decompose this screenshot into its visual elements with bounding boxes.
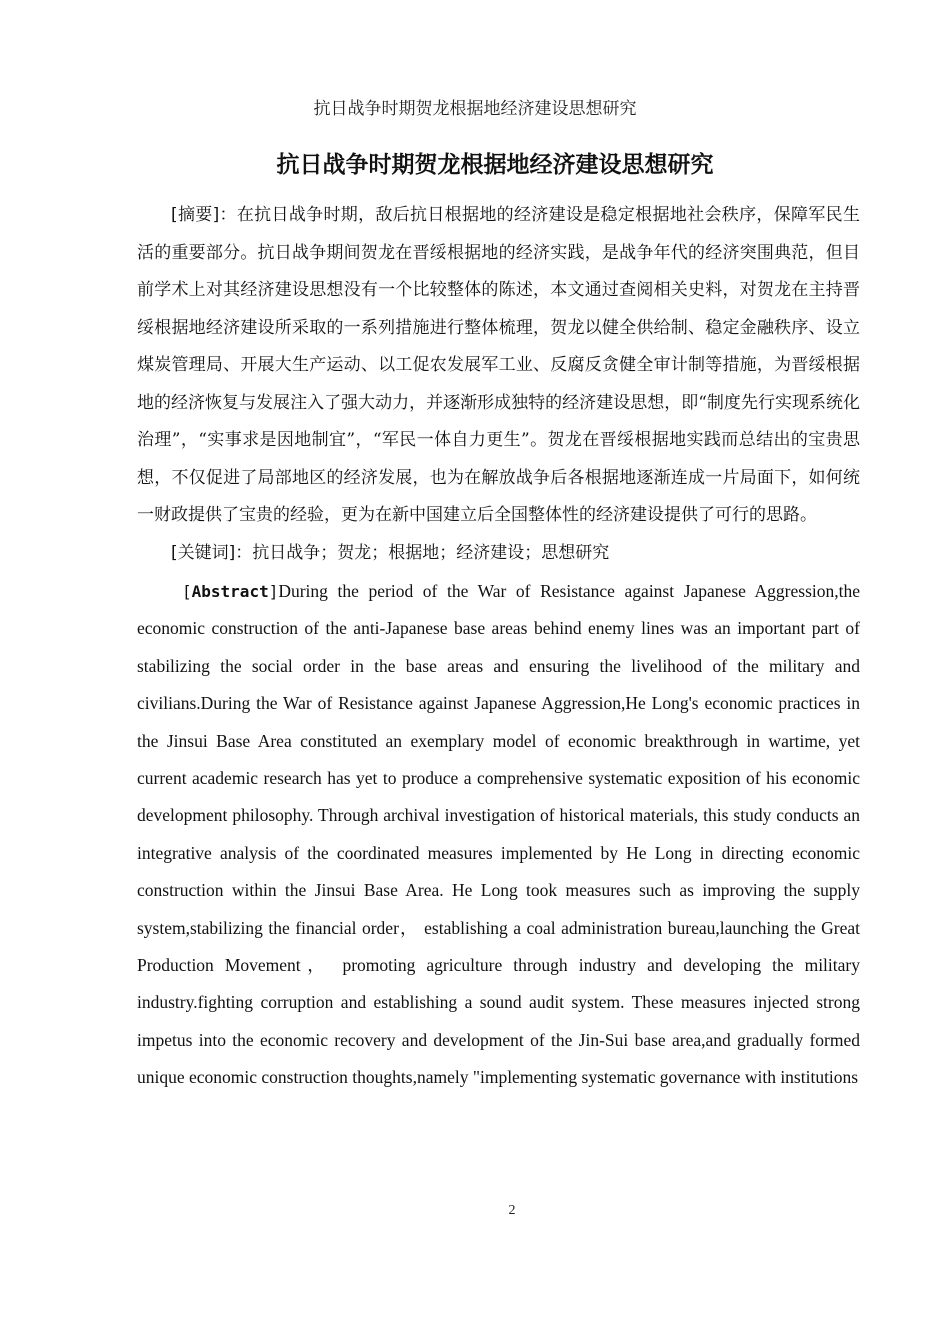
page-number: 2 (508, 1203, 516, 1218)
abstract-en-label (182, 582, 278, 601)
keywords-cn (137, 535, 860, 573)
abstract-cn-label: [摘要]： (171, 205, 237, 225)
abstract-cn (137, 197, 860, 535)
abstract-en (137, 573, 860, 1097)
paper-title: 抗日战争时期贺龙根据地经济建设思想研究 (276, 152, 714, 178)
paper-body (137, 197, 860, 1097)
abstract-en-label-word: Abstract (191, 582, 269, 601)
abstract-en-text: During the period of the War of Resistance against Japanese Aggression,the economic construction of the anti-Japanese base areas behind enemy lines was an important part of stabilizing the social order in the base areas and ensuring the livelihood of the military and civilians.During the War of Resistance against Japanese Aggression,He Long's economic practices in the Jinsui Base Area constituted an exemplary model of economic breakthrough in wartime, yet current academic research has yet to produce a comprehensive systematic exposition of his economic development philosophy. Through archival investigation of historical materials, this study conducts an integrative analysis of the coordinated measures implemented by He Long in directing economic construction within the Jinsui Base Area. He Long took measures such as improving the supply system,stabilizing the financial order， establishing a coal administration bureau,launching the Great Production Movement， promoting agriculture through industry and developing the military industry.fighting corruption and establishing a sound audit system. These measures injected strong impetus into the economic recovery and development of the Jin-Sui base area,and gradually formed unique economic construction thoughts,namely "implementing systematic governance with institutions (137, 581, 860, 1088)
keywords-cn-label: [关键词]： (171, 542, 253, 563)
abstract-en-label-close: ] (268, 582, 279, 601)
keywords-cn-text: 抗日战争；贺龙；根据地；经济建设；思想研究 (252, 542, 610, 563)
abstract-en-label-open: [ (182, 582, 192, 601)
running-header: 抗日战争时期贺龙根据地经济建设思想研究 (313, 99, 637, 119)
abstract-cn-text: 在抗日战争时期，敌后抗日根据地的经济建设是稳定根据地社会秩序，保障军民生活的重要部分。抗日战争期间贺龙在晋绥根据地的经济实践，是战争年代的经济突围典范，但目前学术上对其经济建设思想没有一个比较整体的陈述，本文通过查阅相关史料，对贺龙在主持晋绥根据地经济建设所采取的一系列措施进行整体梳理，贺龙以健全供给制、稳定金融秩序、设立煤炭管理局、开展大生产运动、以工促农发展军工业、反腐反贪健全审计制等措施，为晋绥根据地的经济恢复与发展注入了强大动力，并逐渐形成独特的经济建设思想，即“制度先行实现系统化治理”，“实事求是因地制宜”，“军民一体自力更生”。贺龙在晋绥根据地实践而总结出的宝贵思想，不仅促进了局部地区的经济发展，也为在解放战争后各根据地逐渐连成一片局面下，如何统一财政提供了宝贵的经验，更为在新中国建立后全国整体性的经济建设提供了可行的思路。 (137, 205, 861, 525)
